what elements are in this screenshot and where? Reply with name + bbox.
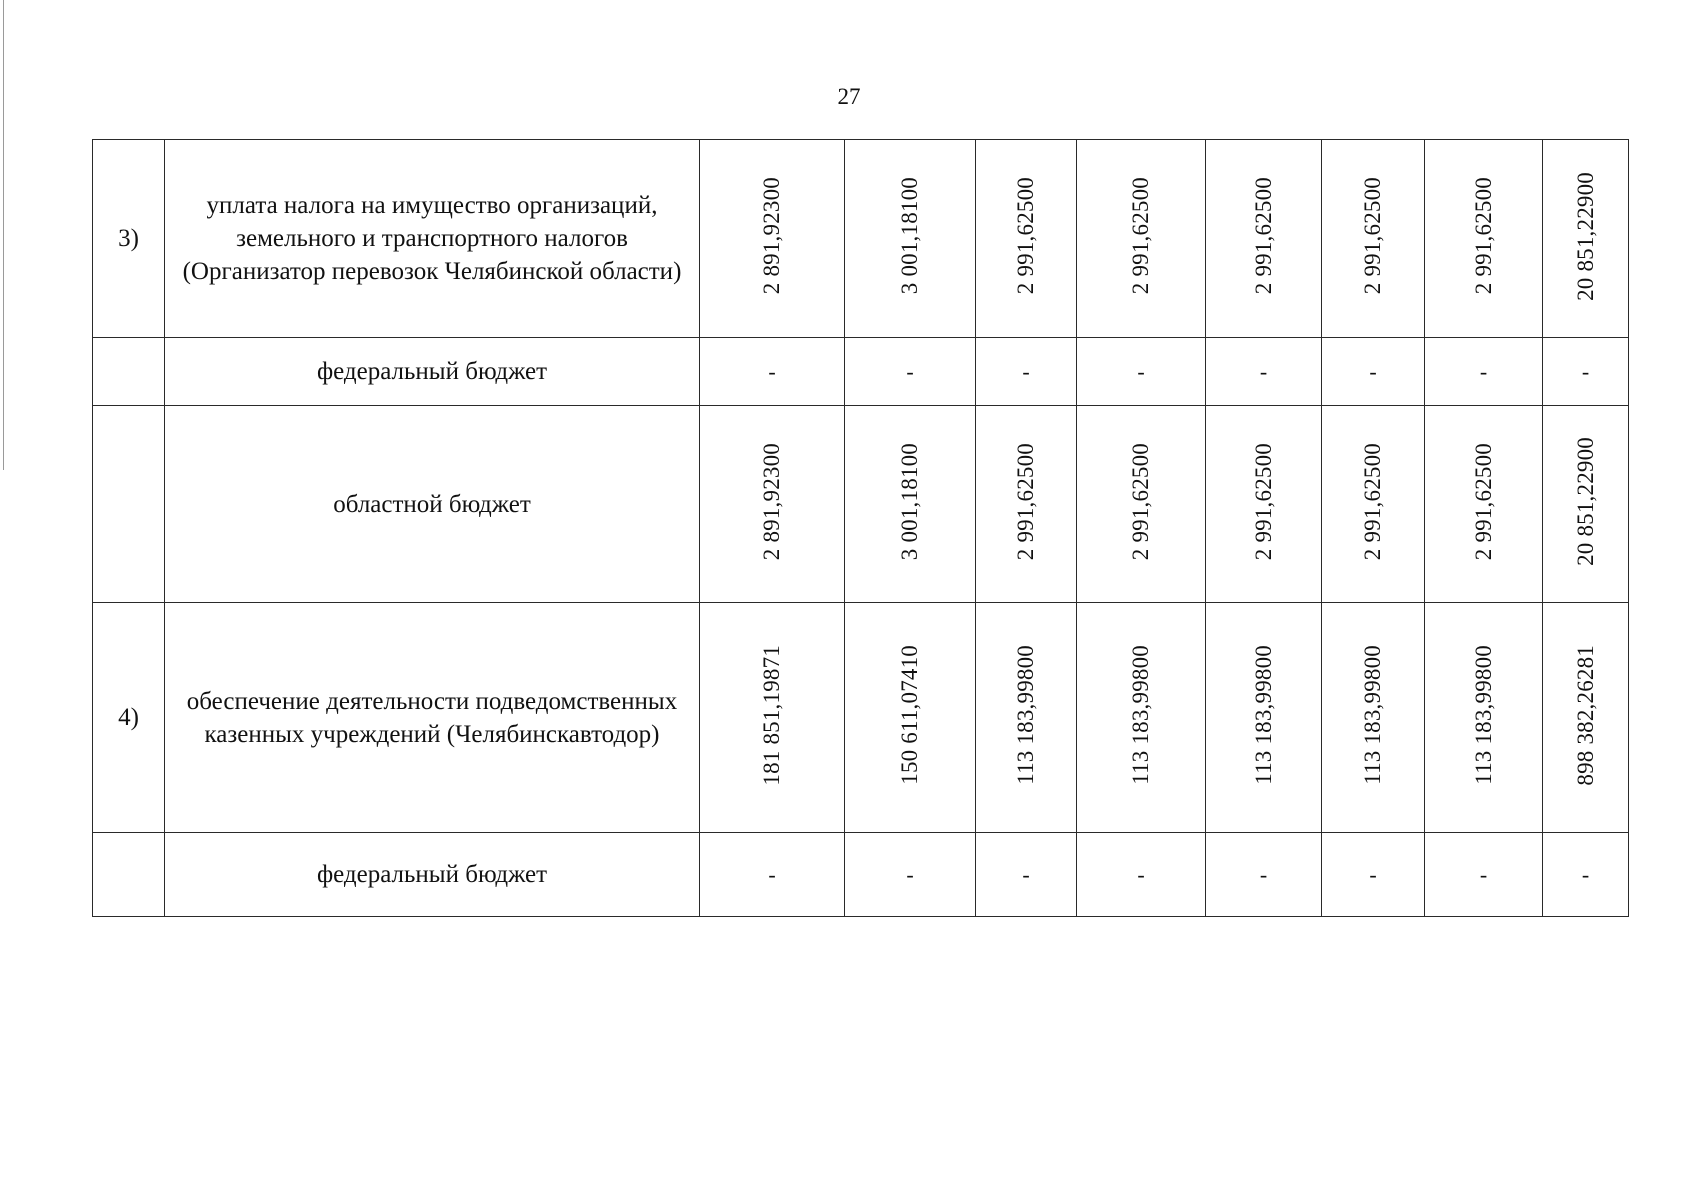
description-cell: областной бюджет: [165, 406, 700, 603]
value-cell: [1077, 140, 1206, 338]
value-text: 113 183,99800: [1250, 645, 1276, 785]
value-text: 113 183,99800: [1470, 645, 1496, 785]
row-number-cell: 3): [93, 140, 165, 338]
row-number-cell: [93, 406, 165, 603]
value-dash: -: [1137, 358, 1145, 384]
value-cell: [1077, 406, 1206, 603]
value-dash: -: [1369, 358, 1377, 384]
value-text: 150 611,07410: [897, 645, 922, 785]
value-text: 181 851,19871: [759, 644, 784, 786]
value-text: 2 991,62500: [1250, 442, 1276, 561]
value-cell: [1543, 140, 1629, 338]
row-number-cell: 4): [93, 603, 165, 833]
table-row: [93, 338, 1629, 406]
value-cell: [1206, 140, 1322, 338]
value-cell: [1543, 406, 1629, 603]
value-cell: [976, 603, 1077, 833]
page-edge-line: [3, 0, 4, 470]
value-cell: [1322, 140, 1425, 338]
value-cell: [1543, 833, 1629, 917]
value-cell: [700, 603, 845, 833]
value-cell: [1206, 338, 1322, 406]
budget-table: [92, 139, 1629, 917]
value-text: 3 001,18100: [897, 442, 922, 561]
value-dash: -: [1259, 358, 1268, 384]
value-dash: -: [1479, 358, 1488, 384]
description-cell: обеспечение деятельности подведомственных казенных учреждений (Челябинскавтодор): [165, 603, 700, 833]
value-text: 113 183,99800: [1360, 645, 1385, 785]
description-cell: уплата налога на имущество организаций, земельного и транспортного налогов (Организатор перевозок Челябинской области): [165, 140, 700, 338]
row-number-cell: [93, 338, 165, 406]
value-text: 2 991,62500: [1013, 177, 1038, 295]
value-cell: [1425, 833, 1543, 917]
value-cell: [1322, 603, 1425, 833]
value-dash: -: [906, 861, 914, 887]
value-cell: [976, 140, 1077, 338]
table-row: [93, 833, 1629, 917]
value-cell: [700, 406, 845, 603]
value-text: 2 991,62500: [1470, 442, 1496, 561]
value-text: 2 991,62500: [1470, 177, 1496, 295]
value-cell: [1425, 406, 1543, 603]
value-text: 2 991,62500: [1013, 442, 1038, 561]
value-cell: [700, 338, 845, 406]
value-cell: [1077, 338, 1206, 406]
description-cell: федеральный бюджет: [165, 338, 700, 406]
value-dash: -: [906, 358, 914, 384]
value-dash: -: [1581, 358, 1590, 384]
value-cell: [1425, 140, 1543, 338]
value-cell: [976, 833, 1077, 917]
value-cell: [700, 833, 845, 917]
value-cell: [1543, 603, 1629, 833]
value-text: 113 183,99800: [1128, 645, 1153, 785]
row-number-cell: [93, 833, 165, 917]
value-text: 2 991,62500: [1128, 177, 1153, 295]
value-cell: [845, 338, 976, 406]
table-row: [93, 603, 1629, 833]
value-cell: [1425, 338, 1543, 406]
value-cell: [1322, 406, 1425, 603]
value-text: 2 991,62500: [1250, 177, 1276, 295]
value-cell: [1206, 603, 1322, 833]
value-cell: [976, 406, 1077, 603]
value-dash: -: [768, 358, 776, 384]
page-number: 27: [837, 84, 861, 109]
value-dash: -: [1022, 861, 1030, 887]
value-cell: [1077, 603, 1206, 833]
value-text: 20 851,22900: [1572, 171, 1598, 301]
description-cell: федеральный бюджет: [165, 833, 700, 917]
value-dash: -: [1022, 358, 1030, 384]
value-text: 3 001,18100: [897, 177, 922, 295]
value-cell: [1425, 603, 1543, 833]
value-cell: [976, 338, 1077, 406]
value-cell: [845, 140, 976, 338]
value-cell: [1322, 338, 1425, 406]
value-text: 2 991,62500: [1360, 177, 1385, 295]
value-cell: [1206, 833, 1322, 917]
value-text: 20 851,22900: [1572, 437, 1598, 566]
value-text: 2 991,62500: [1360, 442, 1385, 561]
value-dash: -: [1259, 861, 1268, 887]
value-dash: -: [1137, 861, 1145, 887]
value-text: 2 891,92300: [759, 177, 784, 295]
value-text: 113 183,99800: [1013, 645, 1038, 785]
value-cell: [1077, 833, 1206, 917]
value-cell: [1322, 833, 1425, 917]
value-dash: -: [1479, 861, 1488, 887]
table-row: [93, 140, 1629, 338]
value-text: 2 991,62500: [1128, 442, 1153, 561]
table-row: [93, 406, 1629, 603]
value-cell: [1543, 338, 1629, 406]
value-cell: [845, 406, 976, 603]
value-text: 898 382,26281: [1572, 644, 1598, 786]
value-text: 2 891,92300: [759, 442, 784, 561]
value-cell: [700, 140, 845, 338]
value-dash: -: [768, 861, 776, 887]
value-dash: -: [1369, 861, 1377, 887]
value-cell: [1206, 406, 1322, 603]
value-cell: [845, 833, 976, 917]
value-dash: -: [1581, 861, 1590, 887]
value-cell: [845, 603, 976, 833]
